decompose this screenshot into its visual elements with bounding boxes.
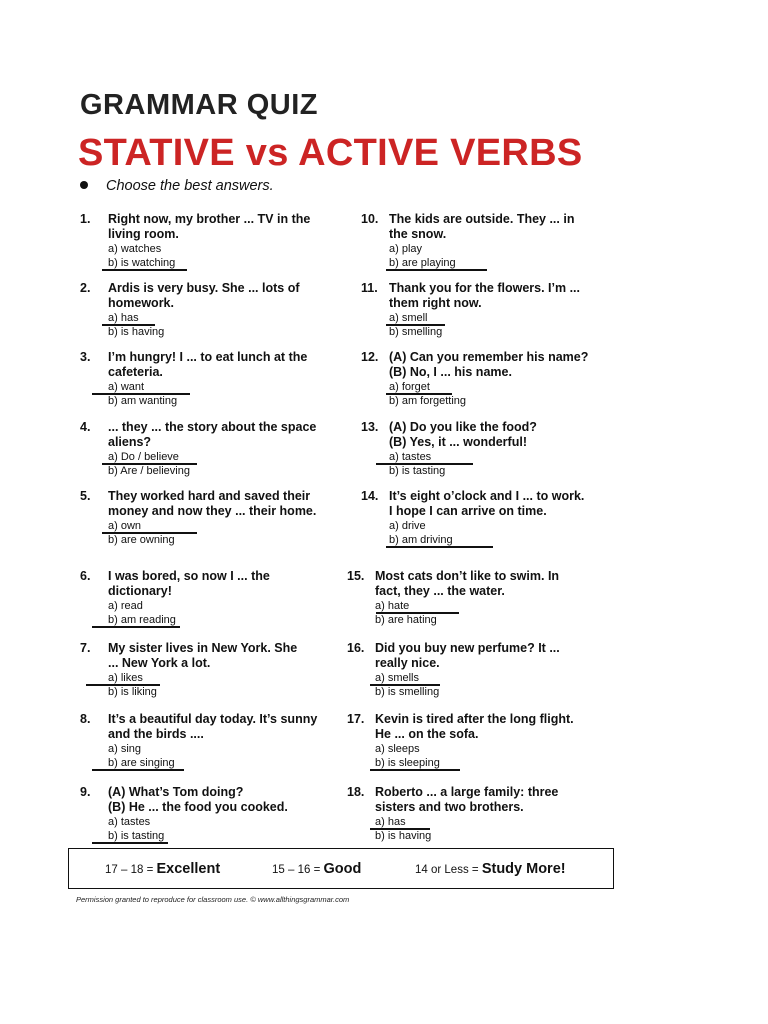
question-11 bbox=[361, 281, 580, 339]
answer-underline bbox=[376, 612, 459, 614]
question-text: the snow. bbox=[389, 227, 447, 241]
answer-option-a: a) drive bbox=[389, 520, 426, 532]
question-text: (B) Yes, it ... wonderful! bbox=[389, 435, 527, 449]
score-label: Excellent bbox=[156, 861, 221, 877]
score-range: 15 – 16 = bbox=[272, 864, 324, 876]
question-text: them right now. bbox=[389, 296, 482, 310]
question-text: dictionary! bbox=[108, 584, 172, 598]
permission-note: Permission granted to reproduce for classroom use. © www.allthingsgrammar.com bbox=[76, 895, 350, 904]
question-16 bbox=[347, 641, 560, 699]
answer-option-a: a) has bbox=[375, 816, 406, 828]
question-text: Most cats don’t like to swim. In bbox=[375, 569, 560, 583]
question-number: 15. bbox=[347, 569, 365, 583]
instruction-text: Choose the best answers. bbox=[106, 178, 274, 194]
question-14 bbox=[361, 489, 584, 547]
answer-option-b: b) Are / believing bbox=[108, 465, 190, 477]
answer-option-a: a) tastes bbox=[108, 816, 151, 828]
question-15 bbox=[347, 569, 559, 627]
question-number: 7. bbox=[80, 641, 91, 655]
bullet-icon bbox=[80, 181, 88, 189]
question-text: It’s eight o’clock and I ... to work. bbox=[389, 489, 585, 503]
answer-option-a: a) play bbox=[389, 243, 423, 255]
question-text: Kevin is tired after the long flight. bbox=[375, 712, 574, 726]
question-text: fact, they ... the water. bbox=[375, 584, 505, 598]
question-text: and the birds .... bbox=[108, 727, 204, 741]
answer-underline bbox=[92, 393, 190, 395]
answer-option-b: b) is tasting bbox=[389, 465, 446, 477]
question-number: 6. bbox=[80, 569, 91, 583]
answer-option-b: b) are singing bbox=[108, 757, 175, 769]
question-number: 11. bbox=[361, 281, 378, 295]
answer-option-a: a) forget bbox=[389, 381, 430, 393]
answer-underline bbox=[102, 269, 187, 271]
answer-option-b: b) is watching bbox=[108, 257, 176, 269]
question-number: 17. bbox=[347, 712, 365, 726]
answer-option-b: b) am reading bbox=[108, 614, 176, 626]
answer-underline bbox=[92, 769, 184, 771]
question-3 bbox=[80, 350, 307, 408]
question-text: really nice. bbox=[375, 656, 440, 670]
question-number: 14. bbox=[361, 489, 379, 503]
question-number: 2. bbox=[80, 281, 91, 295]
question-text: homework. bbox=[108, 296, 174, 310]
question-12 bbox=[361, 350, 588, 408]
answer-option-a: a) smells bbox=[375, 672, 420, 684]
question-text: living room. bbox=[108, 227, 179, 241]
answer-underline bbox=[386, 546, 493, 548]
question-17 bbox=[347, 712, 574, 770]
question-number: 18. bbox=[347, 785, 365, 799]
question-2 bbox=[80, 281, 300, 339]
answer-underline bbox=[102, 324, 155, 326]
answer-underline bbox=[86, 684, 160, 686]
question-number: 16. bbox=[347, 641, 365, 655]
answer-underline bbox=[92, 626, 180, 628]
answer-option-b: b) am driving bbox=[389, 534, 453, 546]
question-number: 9. bbox=[80, 785, 91, 799]
question-number: 4. bbox=[80, 420, 91, 434]
question-4 bbox=[80, 420, 316, 478]
question-text: sisters and two brothers. bbox=[375, 800, 524, 814]
answer-option-a: a) own bbox=[108, 520, 142, 532]
question-text: Ardis is very busy. She ... lots of bbox=[108, 281, 300, 295]
answer-option-b: b) am wanting bbox=[108, 395, 178, 407]
question-text: Did you buy new perfume? It ... bbox=[375, 641, 560, 655]
answer-underline bbox=[386, 324, 445, 326]
question-text: (B) He ... the food you cooked. bbox=[108, 800, 288, 814]
question-number: 8. bbox=[80, 712, 91, 726]
question-number: 10. bbox=[361, 212, 379, 226]
question-text: money and now they ... their home. bbox=[108, 504, 317, 518]
question-18 bbox=[347, 785, 558, 843]
question-text: (A) Do you like the food? bbox=[389, 420, 537, 434]
question-8 bbox=[80, 712, 317, 770]
question-text: I’m hungry! I ... to eat lunch at the bbox=[108, 350, 308, 364]
question-text: ... New York a lot. bbox=[108, 656, 211, 670]
answer-option-b: b) smelling bbox=[389, 326, 443, 338]
question-text: (A) Can you remember his name? bbox=[389, 350, 589, 364]
question-number: 1. bbox=[80, 212, 91, 226]
score-study-more bbox=[415, 861, 566, 877]
answer-option-b: b) is liking bbox=[108, 686, 157, 698]
answer-option-b: b) is having bbox=[375, 830, 432, 842]
instruction bbox=[80, 178, 274, 194]
answer-underline bbox=[376, 463, 473, 465]
question-text: He ... on the sofa. bbox=[375, 727, 479, 741]
question-text: (A) What’s Tom doing? bbox=[108, 785, 244, 799]
score-label: Study More! bbox=[481, 861, 566, 877]
question-text: ... they ... the story about the space bbox=[108, 420, 317, 434]
question-number: 12. bbox=[361, 350, 379, 364]
answer-option-a: a) watches bbox=[108, 243, 162, 255]
question-text: The kids are outside. They ... in bbox=[389, 212, 575, 226]
answer-option-a: a) Do / believe bbox=[108, 451, 179, 463]
score-good bbox=[272, 861, 361, 877]
answer-underline bbox=[370, 769, 460, 771]
question-13 bbox=[361, 420, 537, 478]
answer-option-b: b) are playing bbox=[389, 257, 456, 269]
answer-underline bbox=[386, 269, 487, 271]
question-text: Right now, my brother ... TV in the bbox=[108, 212, 311, 226]
answer-option-a: a) likes bbox=[108, 672, 143, 684]
answer-option-a: a) smell bbox=[389, 312, 428, 324]
question-text: My sister lives in New York. She bbox=[108, 641, 298, 655]
score-label: Good bbox=[323, 861, 362, 877]
question-7 bbox=[80, 641, 297, 699]
answer-option-b: b) is tasting bbox=[108, 830, 165, 842]
question-text: I hope I can arrive on time. bbox=[389, 504, 547, 518]
question-9 bbox=[80, 785, 288, 843]
quiz-title: GRAMMAR QUIZ bbox=[80, 89, 318, 121]
answer-option-b: b) am forgetting bbox=[389, 395, 467, 407]
score-excellent bbox=[105, 861, 220, 877]
answer-option-a: a) tastes bbox=[389, 451, 432, 463]
answer-underline bbox=[92, 842, 168, 844]
question-number: 3. bbox=[80, 350, 91, 364]
answer-underline bbox=[102, 463, 197, 465]
answer-option-b: b) is smelling bbox=[375, 686, 440, 698]
question-text: cafeteria. bbox=[108, 365, 163, 379]
answer-option-b: b) are owning bbox=[108, 534, 175, 546]
answer-option-b: b) are hating bbox=[375, 614, 437, 626]
score-box bbox=[68, 848, 614, 889]
question-5 bbox=[80, 489, 316, 547]
answer-option-a: a) hate bbox=[375, 600, 410, 612]
question-6 bbox=[80, 569, 270, 627]
score-range: 14 or Less = bbox=[415, 864, 482, 876]
answer-option-a: a) sing bbox=[108, 743, 142, 755]
question-number: 5. bbox=[80, 489, 91, 503]
answer-option-a: a) sleeps bbox=[375, 743, 420, 755]
question-text: They worked hard and saved their bbox=[108, 489, 311, 503]
answer-option-a: a) want bbox=[108, 381, 145, 393]
answer-option-b: b) is having bbox=[108, 326, 165, 338]
answer-underline bbox=[386, 393, 452, 395]
answer-underline bbox=[370, 828, 430, 830]
question-10 bbox=[361, 212, 574, 270]
question-1 bbox=[80, 212, 310, 270]
question-text: Roberto ... a large family: three bbox=[375, 785, 559, 799]
answer-option-b: b) is sleeping bbox=[375, 757, 440, 769]
question-text: It’s a beautiful day today. It’s sunny bbox=[108, 712, 318, 726]
question-text: I was bored, so now I ... the bbox=[108, 569, 270, 583]
score-range: 17 – 18 = bbox=[105, 864, 157, 876]
answer-option-a: a) read bbox=[108, 600, 143, 612]
question-number: 13. bbox=[361, 420, 379, 434]
answer-option-a: a) has bbox=[108, 312, 139, 324]
question-text: (B) No, I ... his name. bbox=[389, 365, 512, 379]
answer-underline bbox=[102, 532, 197, 534]
answer-underline bbox=[370, 684, 440, 686]
quiz-subtitle: STATIVE vs ACTIVE VERBS bbox=[78, 132, 583, 174]
question-text: aliens? bbox=[108, 435, 152, 449]
question-text: Thank you for the flowers. I’m ... bbox=[389, 281, 580, 295]
